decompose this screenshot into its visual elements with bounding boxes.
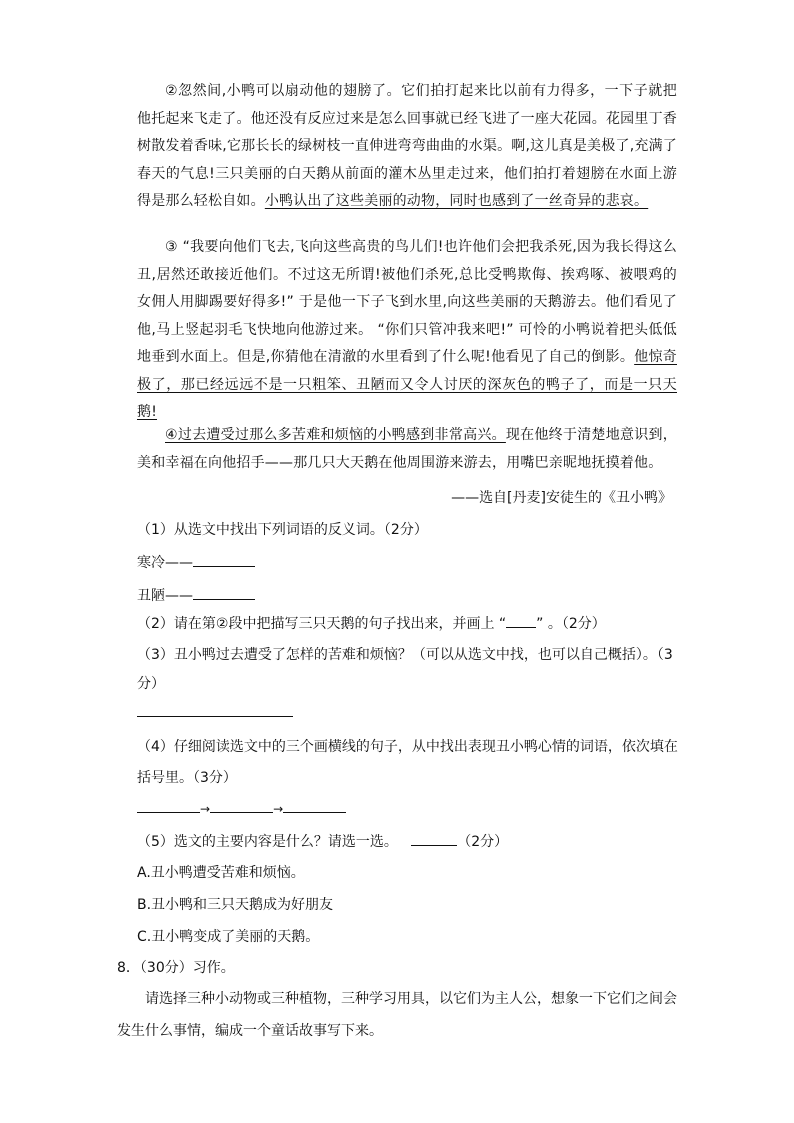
question-8-body-line-2: 发生什么事情，编成一个童话故事写下来。 xyxy=(117,1023,383,1039)
question-5-points: （2分） xyxy=(457,834,509,850)
paragraph-4-text: 现在他终于清楚地意识到，美和幸福在向他招手——那几只大天鹅在他周围游来游去，用嘴巴亲昵地抚摸着他。 xyxy=(137,427,677,471)
question-5 xyxy=(137,831,508,852)
paragraph-2-text: ②忽然间,小鸭可以扇动他的翅膀了。它们拍打起来比以前有力得多，一下子就把他托起来飞走了。他还没有反应过来是怎么回事就已经飞进了一座大花园。花园里丁香树散发着香味,它那长长的绿树枝一直伸进弯弯曲曲的水渠。啊,这儿真是美极了,充满了春天的气息!三只美丽的白天鹅从前面的灌木丛里走过来，他们拍打着翅膀在水面上游得是那么轻松自如。 xyxy=(137,83,677,209)
question-1-item-b xyxy=(137,585,255,606)
paragraph-3-underlined-sentence: 他惊奇极了，那已经远远不是一只粗笨、丑陋而又令人讨厌的深灰色的鸭子了，而是一只天鹅! xyxy=(137,349,677,420)
question-3-answer-line xyxy=(137,702,293,723)
question-4-line-2: 括号里。（3分） xyxy=(137,770,237,786)
question-4-line-1: （4）仔细阅读选文中的三个画横线的句子，从中找出表现丑小鸭心情的词语，依次填在 xyxy=(137,739,678,755)
question-2-text: （2）请在第②段中把描写三只天鹅的句子找出来，并画上 “ xyxy=(137,616,507,632)
answer-blank-antonym-2[interactable] xyxy=(193,585,255,600)
option-a: A.丑小鸭遭受苦难和烦恼。 xyxy=(137,865,305,881)
question-8-title: 8．（30分）习作。 xyxy=(117,960,235,976)
question-1: （1）从选文中找出下列词语的反义词。（2分） xyxy=(137,522,428,538)
answer-blank-mood-3[interactable] xyxy=(283,798,346,813)
answer-blank-mood-1[interactable] xyxy=(137,798,200,813)
answer-blank-mood-2[interactable] xyxy=(210,798,273,813)
answer-blank-question-3[interactable] xyxy=(137,702,293,717)
question-1-item-a xyxy=(137,552,255,573)
passage-paragraph-4 xyxy=(137,422,677,477)
question-3-line-2: 分） xyxy=(137,676,165,692)
question-1-item-b-label: 丑陋—— xyxy=(137,588,193,604)
paragraph-3-text: ③ “我要向他们飞去,飞向这些高贵的鸟儿们!也许他们会把我杀死,因为我长得这么丑,居然还敢接近他们。不过这无所谓!被他们杀死,总比受鸭欺侮、挨鸡啄、被喂鸡的女佣人用脚踢要好得多!” 于是他一下子飞到水里,向这些美丽的天鹅游去。他们看见了他,马上竖起羽毛飞快地向他游过来。 “你们只管冲我来吧!” 可怜的小鸭说着把头低低地垂到水面上。但是,你猜他在清澈的水里看到了什么呢!他看见了自己的倒影。 xyxy=(137,239,677,365)
option-c: C.丑小鸭变成了美丽的天鹅。 xyxy=(137,929,320,945)
question-2-points: ” 。（2分） xyxy=(536,616,606,632)
passage-source: ——选自[丹麦]安徒生的《丑小鸭》 xyxy=(451,490,672,506)
question-8-body-line-1: 请选择三种小动物或三种植物，三种学习用具，以它们为主人公，想象一下它们之间会 xyxy=(145,991,677,1007)
question-5-text: （5）选文的主要内容是什么？请选一选。 xyxy=(137,834,398,850)
question-2 xyxy=(137,613,606,634)
question-1-item-a-label: 寒冷—— xyxy=(137,555,193,571)
answer-blank-antonym-1[interactable] xyxy=(193,552,255,567)
question-4-answer-row xyxy=(137,798,346,819)
passage-paragraph-2 xyxy=(137,78,677,216)
option-b: B.丑小鸭和三只天鹅成为好朋友 xyxy=(137,897,334,913)
question-2-underline-sample xyxy=(506,613,536,628)
passage-paragraph-3 xyxy=(137,234,677,427)
arrow-icon: → xyxy=(273,802,284,816)
question-3-line-1: （3）丑小鸭过去遭受了怎样的苦难和烦恼？（可以从选文中找，也可以自己概括）。（3 xyxy=(137,647,673,663)
answer-blank-question-5[interactable] xyxy=(411,831,457,846)
arrow-icon: → xyxy=(200,802,211,816)
paragraph-2-underlined-sentence: 小鸭认出了这些美丽的动物，同时也感到了一丝奇异的悲哀。 xyxy=(264,193,649,209)
paragraph-4-underlined-sentence: ④过去遭受过那么多苦难和烦恼的小鸭感到非常高兴。 xyxy=(165,427,506,443)
